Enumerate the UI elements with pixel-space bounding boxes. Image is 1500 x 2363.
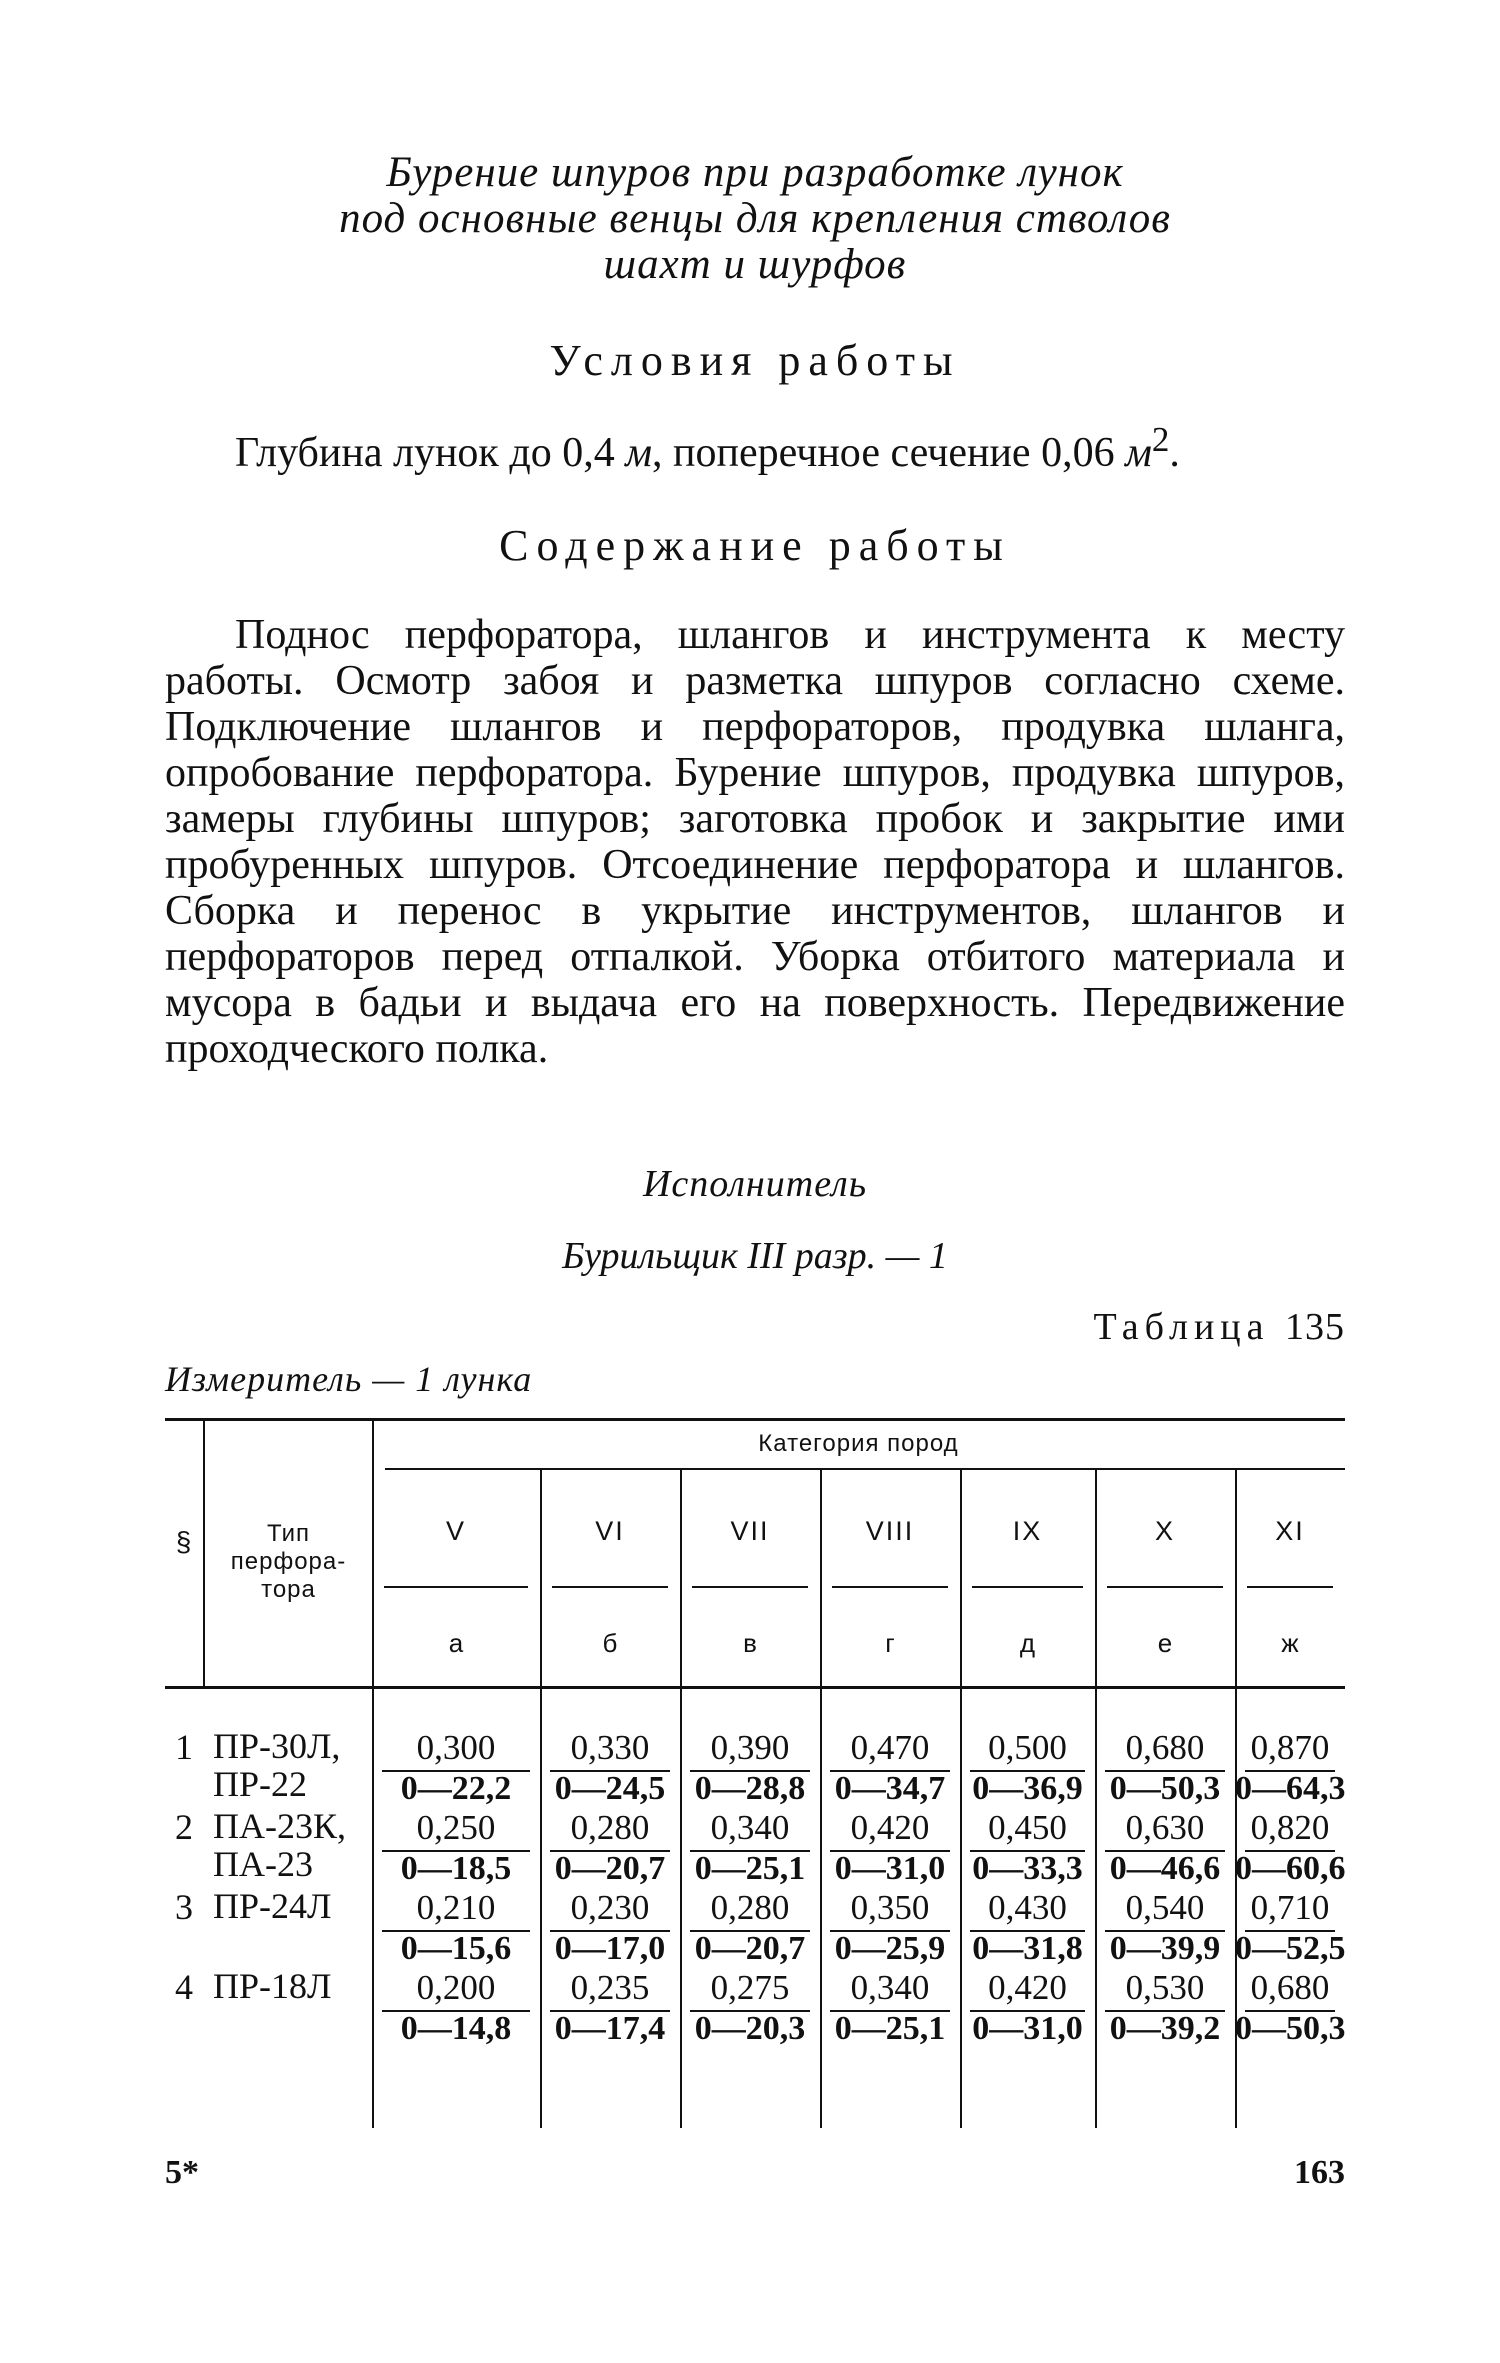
title-line-1: Бурение шпуров при разработке лунок <box>386 149 1124 196</box>
content-paragraph: Поднос перфоратора, шлангов и инструмента к месту работы. Осмотр забоя и разметка шпуров согласно схеме. Подключение шлангов и перфораторов, продувка шланга, опробование перфоратора. Бурение шпуров, продувка шпуров, замеры глубины шпуров; заготовка пробок и закрытие ими пробуренных шпуров. Отсоединение перфоратора и шлангов. Сборка и перенос в укрытие инструментов, шлангов и перфораторов перед отпалкой. Уборка отбитого материала и мусора в бадьи и выдача его на поверхность. Передвижение проходческого полка. <box>165 612 1345 1072</box>
section-title <box>165 150 1345 288</box>
row-type: ПА-23 <box>213 1844 313 1884</box>
category-letter-1: а <box>448 1628 464 1658</box>
category-letter-5: д <box>1019 1628 1036 1658</box>
norm-time-value: 0,250 <box>416 1808 496 1847</box>
category-letter-4: г <box>885 1628 895 1658</box>
norm-time-value: 0,340 <box>850 1968 930 2007</box>
category-roman-3: VII <box>730 1516 770 1546</box>
price-value: 0—17,4 <box>554 2010 666 2047</box>
price-value: 0—20,7 <box>554 1850 666 1887</box>
table-number-label <box>1093 1305 1345 1349</box>
category-subrule <box>384 1586 528 1588</box>
executor-value: Бурильщик III разр. — 1 <box>562 1235 948 1277</box>
category-subrule <box>1107 1586 1223 1588</box>
price-value: 0—17,0 <box>554 1930 666 1967</box>
header-type-line-1: Тип <box>266 1520 310 1547</box>
category-subrule <box>552 1586 668 1588</box>
row-number: 4 <box>175 1967 193 2007</box>
price-value: 0—50,3 <box>1109 1770 1221 1807</box>
price-value: 0—18,5 <box>400 1850 512 1887</box>
category-roman-7: XI <box>1275 1516 1305 1546</box>
conditions-text <box>235 420 1180 477</box>
table-top-rule <box>165 1418 1345 1421</box>
measure-unit: Измеритель — 1 лунка <box>165 1359 533 1399</box>
category-subrule <box>1247 1586 1333 1588</box>
group-header-rule <box>385 1468 1345 1470</box>
category-subrule <box>832 1586 948 1588</box>
category-roman-1: V <box>445 1516 466 1546</box>
table-word: Таблица <box>1093 1306 1270 1348</box>
category-roman-5: IX <box>1012 1516 1043 1546</box>
price-value: 0—25,1 <box>834 2010 946 2047</box>
price-value: 0—31,8 <box>972 1930 1083 1967</box>
conditions-text-end: . <box>1169 430 1180 476</box>
price-value: 0—31,0 <box>834 1850 946 1887</box>
row-number: 2 <box>175 1807 193 1847</box>
price-value: 0—50,3 <box>1235 2010 1346 2047</box>
row-type: ПР-22 <box>213 1764 308 1804</box>
row-number: 1 <box>175 1727 193 1767</box>
norm-time-value: 0,870 <box>1250 1728 1330 1767</box>
header-type <box>205 1520 372 1604</box>
norm-time-value: 0,280 <box>710 1888 790 1927</box>
norm-time-value: 0,230 <box>570 1888 650 1927</box>
norm-time-value: 0,280 <box>570 1808 650 1847</box>
row-number: 3 <box>175 1887 193 1927</box>
norm-time-value: 0,680 <box>1125 1728 1205 1767</box>
price-value: 0—24,5 <box>554 1770 666 1807</box>
category-letter-2: б <box>602 1628 618 1658</box>
norm-time-value: 0,340 <box>710 1808 790 1847</box>
price-value: 0—20,3 <box>694 2010 806 2047</box>
category-letter-3: в <box>743 1628 757 1658</box>
header-section: § <box>175 1526 193 1557</box>
price-value: 0—28,8 <box>694 1770 806 1807</box>
norm-time-value: 0,420 <box>988 1968 1067 2007</box>
norm-time-value: 0,710 <box>1250 1888 1330 1927</box>
header-rock-category: Категория пород <box>758 1430 959 1457</box>
row-type: ПР-18Л <box>213 1966 332 2006</box>
price-value: 0—52,5 <box>1235 1930 1346 1967</box>
price-value: 0—34,7 <box>834 1770 946 1807</box>
norm-time-value: 0,470 <box>850 1728 930 1767</box>
conditions-heading: Условия работы <box>549 336 961 385</box>
norm-time-value: 0,820 <box>1250 1808 1330 1847</box>
conditions-text-middle: , поперечное сечение 0,06 <box>652 430 1126 476</box>
norm-time-value: 0,210 <box>416 1888 496 1927</box>
title-line-3: шахт и шурфов <box>603 241 907 288</box>
price-value: 0—39,9 <box>1109 1930 1221 1967</box>
norm-time-value: 0,500 <box>988 1728 1067 1767</box>
category-subrule <box>692 1586 808 1588</box>
signature-mark: 5* <box>165 2154 199 2191</box>
category-subrule <box>972 1586 1083 1588</box>
norm-time-value: 0,350 <box>850 1888 930 1927</box>
row-type: ПР-30Л, <box>213 1726 341 1766</box>
norm-time-value: 0,275 <box>710 1968 790 2007</box>
row-type: ПА-23К, <box>213 1806 346 1846</box>
category-letter-7: ж <box>1281 1628 1299 1658</box>
unit-meter: м <box>625 430 653 476</box>
header-bottom-rule <box>165 1686 1345 1689</box>
norm-time-value: 0,200 <box>416 1968 496 2007</box>
price-value: 0—64,3 <box>1235 1770 1346 1807</box>
conditions-text-start: Глубина лунок до 0,4 <box>235 430 626 476</box>
price-value: 0—60,6 <box>1235 1850 1346 1887</box>
price-value: 0—46,6 <box>1109 1850 1221 1887</box>
price-value: 0—20,7 <box>694 1930 806 1967</box>
category-letter-6: е <box>1157 1628 1173 1658</box>
document-page <box>165 0 1345 2363</box>
price-value: 0—31,0 <box>972 2010 1083 2047</box>
price-value: 0—22,2 <box>400 1770 512 1807</box>
page-number: 163 <box>1294 2154 1345 2191</box>
norm-time-value: 0,430 <box>988 1888 1067 1927</box>
category-roman-4: VIII <box>865 1516 915 1546</box>
norms-table <box>165 1418 1345 2128</box>
unit-exponent: 2 <box>1151 420 1170 459</box>
norm-time-value: 0,540 <box>1125 1888 1205 1927</box>
content-heading: Содержание работы <box>499 521 1011 570</box>
table-number: 135 <box>1285 1306 1345 1348</box>
row-type: ПР-24Л <box>213 1886 332 1926</box>
executor-label: Исполнитель <box>642 1163 867 1205</box>
price-value: 0—39,2 <box>1109 2010 1221 2047</box>
norm-time-value: 0,420 <box>850 1808 930 1847</box>
norm-time-value: 0,630 <box>1125 1808 1205 1847</box>
category-roman-6: X <box>1154 1516 1175 1546</box>
header-type-line-3: тора <box>261 1576 316 1603</box>
unit-square-meter: м <box>1125 430 1152 476</box>
norm-time-value: 0,530 <box>1125 1968 1205 2007</box>
norm-time-value: 0,390 <box>710 1728 790 1767</box>
price-value: 0—36,9 <box>972 1770 1083 1807</box>
norm-time-value: 0,235 <box>570 1968 650 2007</box>
price-value: 0—14,8 <box>400 2010 512 2047</box>
norm-time-value: 0,680 <box>1250 1968 1330 2007</box>
price-value: 0—25,9 <box>834 1930 946 1967</box>
header-type-line-2: перфора- <box>230 1548 347 1575</box>
price-value: 0—15,6 <box>400 1930 512 1967</box>
category-roman-2: VI <box>595 1516 625 1546</box>
norm-time-value: 0,450 <box>988 1808 1067 1847</box>
price-value: 0—33,3 <box>972 1850 1083 1887</box>
title-line-2: под основные венцы для крепления стволов <box>339 195 1171 242</box>
norm-time-value: 0,300 <box>416 1728 496 1767</box>
price-value: 0—25,1 <box>694 1850 806 1887</box>
norm-time-value: 0,330 <box>570 1728 650 1767</box>
